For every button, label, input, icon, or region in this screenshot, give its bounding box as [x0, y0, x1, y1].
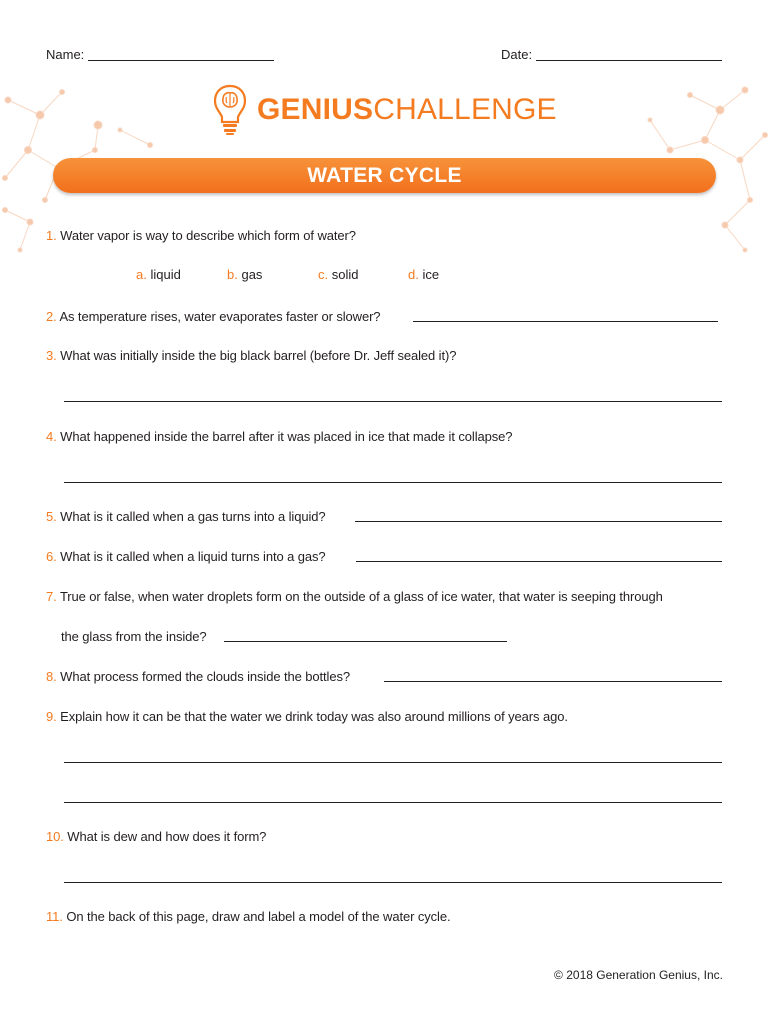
name-label: Name:	[46, 47, 85, 62]
question-5: 5. What is it called when a gas turns into a liquid?	[46, 509, 326, 524]
copyright-footer: © 2018 Generation Genius, Inc.	[554, 968, 723, 982]
answer-line-8[interactable]	[384, 681, 722, 682]
question-4: 4. What happened inside the barrel after it was placed in ice that made it collapse?	[46, 429, 513, 444]
brand-bold: GENIUS	[257, 93, 374, 126]
answer-line-6[interactable]	[356, 561, 722, 562]
answer-line-9a[interactable]	[64, 762, 722, 763]
answer-line-7[interactable]	[224, 641, 507, 642]
name-blank[interactable]	[88, 48, 274, 61]
answer-line-5[interactable]	[355, 521, 722, 522]
question-6: 6. What is it called when a liquid turns into a gas?	[46, 549, 326, 564]
answer-line-10[interactable]	[64, 882, 722, 883]
question-1: 1. Water vapor is way to describe which form of water?	[46, 228, 356, 243]
question-10: 10. What is dew and how does it form?	[46, 829, 267, 844]
lightbulb-brain-icon	[214, 84, 246, 136]
answer-line-3[interactable]	[64, 401, 722, 402]
question-3: 3. What was initially inside the big black barrel (before Dr. Jeff sealed it)?	[46, 348, 457, 363]
answer-line-4[interactable]	[64, 482, 722, 483]
name-field	[46, 47, 274, 62]
date-blank[interactable]	[536, 48, 722, 61]
question-2: 2. As temperature rises, water evaporates faster or slower?	[46, 309, 381, 324]
option-d[interactable]: d. ice	[408, 267, 440, 282]
option-b[interactable]: b. gas	[227, 267, 263, 282]
brand-logo-text	[257, 93, 557, 127]
option-c[interactable]: c. solid	[318, 267, 359, 282]
title-banner	[53, 158, 716, 193]
question-11: 11. On the back of this page, draw and label a model of the water cycle.	[46, 909, 451, 924]
question-7-continued: the glass from the inside?	[61, 629, 207, 644]
date-label: Date:	[501, 47, 533, 62]
option-a[interactable]: a. liquid	[136, 267, 181, 282]
question-8: 8. What process formed the clouds inside the bottles?	[46, 669, 350, 684]
answer-line-9b[interactable]	[64, 802, 722, 803]
question-7: 7. True or false, when water droplets form on the outside of a glass of ice water, that water is seeping through	[46, 589, 663, 604]
answer-line-2[interactable]	[413, 321, 718, 322]
worksheet-title: WATER CYCLE	[307, 163, 462, 187]
question-9: 9. Explain how it can be that the water we drink today was also around millions of years ago.	[46, 709, 568, 724]
brand-light: CHALLENGE	[373, 93, 557, 126]
date-field	[501, 47, 722, 62]
